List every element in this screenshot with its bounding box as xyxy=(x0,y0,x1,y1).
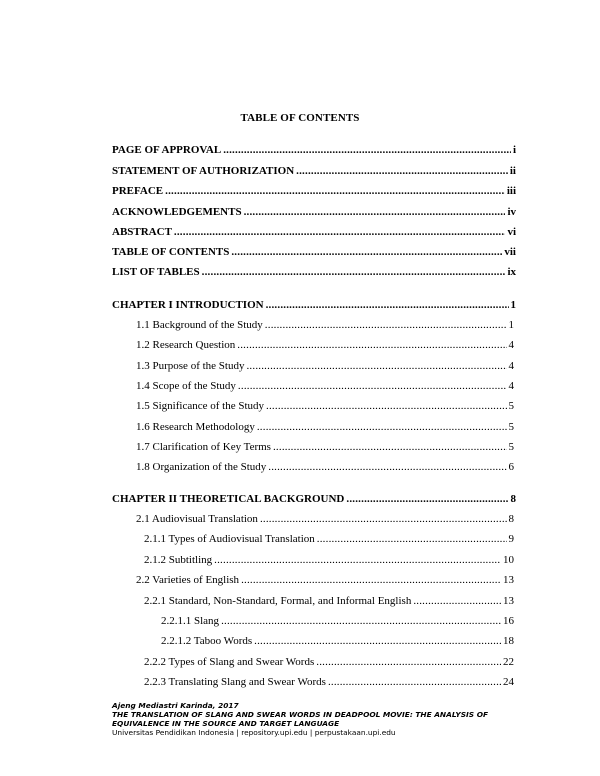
toc-section-page: 13 xyxy=(503,574,514,586)
toc-section-page: 9 xyxy=(508,533,514,545)
toc-section[interactable] xyxy=(136,318,514,332)
toc-entry-tables[interactable] xyxy=(112,265,516,279)
toc-section[interactable] xyxy=(144,655,514,669)
toc-section-label: 1.4 Scope of the Study xyxy=(136,380,236,392)
toc-section-page: 5 xyxy=(508,421,514,433)
toc-section[interactable] xyxy=(136,460,514,474)
toc-section-page: 5 xyxy=(508,400,514,412)
toc-chapter-label: CHAPTER I INTRODUCTION xyxy=(112,299,264,311)
toc-section[interactable] xyxy=(136,573,514,587)
page-footer xyxy=(112,701,488,737)
toc-section-label: 1.1 Background of the Study xyxy=(136,319,263,331)
toc-section-page: 5 xyxy=(508,441,514,453)
toc-section[interactable] xyxy=(144,594,514,608)
toc-section-label: 1.3 Purpose of the Study xyxy=(136,360,245,372)
toc-section[interactable] xyxy=(144,553,514,567)
toc-section-page: 22 xyxy=(503,656,514,668)
footer-thesis-title-1: THE TRANSLATION OF SLANG AND SWEAR WORDS IN DEADPOOL MOVIE: THE ANALYSIS OF xyxy=(112,710,489,719)
toc-entry-page: i xyxy=(512,144,516,156)
toc-section-label: 2.2.2 Types of Slang and Swear Words xyxy=(144,656,315,668)
toc-section[interactable] xyxy=(144,675,514,689)
footer-institution: Universitas Pendidikan Indonesia | repository.upi.edu | perpustakaan.upi.edu xyxy=(112,728,396,737)
toc-section-label: 2.2.1.1 Slang xyxy=(161,615,220,627)
toc-entry-label: ABSTRACT xyxy=(112,226,172,238)
toc-section-label: 1.6 Research Methodology xyxy=(136,421,255,433)
toc-section[interactable] xyxy=(161,614,514,628)
toc-section-page: 10 xyxy=(503,554,514,566)
toc-section-page: 4 xyxy=(508,339,514,351)
toc-section-page: 6 xyxy=(508,461,514,473)
toc-chapter-2[interactable] xyxy=(112,492,516,506)
toc-entry-label: ACKNOWLEDGEMENTS xyxy=(112,206,242,218)
toc-entry-page: ii xyxy=(509,165,516,177)
toc-section-page: 24 xyxy=(503,676,514,688)
toc-chapter-page: 8 xyxy=(510,493,516,505)
toc-section[interactable] xyxy=(136,399,514,413)
toc-section-label: 2.2.1.2 Taboo Words xyxy=(161,635,253,647)
toc-entry-label: STATEMENT OF AUTHORIZATION xyxy=(112,165,295,177)
toc-section-label: 1.5 Significance of the Study xyxy=(136,400,265,412)
toc-entry-authorization[interactable] xyxy=(112,164,516,178)
toc-entry-preface[interactable] xyxy=(112,184,516,198)
toc-entry-label: PREFACE xyxy=(112,185,164,197)
toc-entry-page: iii xyxy=(506,185,516,197)
toc-section[interactable] xyxy=(144,532,514,546)
toc-section-label: 1.8 Organization of the Study xyxy=(136,461,267,473)
toc-chapter-label: CHAPTER II THEORETICAL BACKGROUND xyxy=(112,493,345,505)
toc-entry-acknowledgements[interactable] xyxy=(112,205,516,219)
toc-section-label: 2.1.2 Subtitling xyxy=(144,554,213,566)
toc-entry-page: vi xyxy=(507,226,516,238)
toc-entry-page: ix xyxy=(507,266,516,278)
toc-section-page: 13 xyxy=(503,595,514,607)
page-title: TABLE OF CONTENTS xyxy=(240,112,360,124)
toc-chapter-1[interactable] xyxy=(112,298,516,312)
toc-section-page: 4 xyxy=(508,360,514,372)
toc-section-label: 2.2.3 Translating Slang and Swear Words xyxy=(144,676,326,688)
toc-section-page: 18 xyxy=(503,635,514,647)
toc-entry-page: vii xyxy=(504,246,516,258)
toc-section-page: 4 xyxy=(508,380,514,392)
toc-section[interactable] xyxy=(136,512,514,526)
toc-section-label: 2.1 Audiovisual Translation xyxy=(136,513,258,525)
footer-author: Ajeng Mediastri Karinda, 2017 xyxy=(112,701,239,710)
toc-section[interactable] xyxy=(136,379,514,393)
toc-entry-abstract[interactable] xyxy=(112,225,516,239)
toc-section-label: 2.2 Varieties of English xyxy=(136,574,240,586)
toc-entry-label: PAGE OF APPROVAL xyxy=(112,144,222,156)
toc-section-label: 1.2 Research Question xyxy=(136,339,236,351)
toc-entry-label: TABLE OF CONTENTS xyxy=(112,246,230,258)
toc-section[interactable] xyxy=(136,359,514,373)
toc-entry-contents[interactable] xyxy=(112,245,516,259)
toc-section[interactable] xyxy=(136,420,514,434)
toc-section[interactable] xyxy=(136,440,514,454)
toc-section-page: 16 xyxy=(503,615,514,627)
toc-entry-label: LIST OF TABLES xyxy=(112,266,200,278)
toc-entry-approval[interactable] xyxy=(112,143,516,157)
toc-section-label: 2.2.1 Standard, Non-Standard, Formal, and Informal English xyxy=(144,595,412,607)
footer-thesis-title-2: EQUIVALENCE IN THE SOURCE AND TARGET LANGUAGE xyxy=(112,719,340,728)
toc-chapter-page: 1 xyxy=(510,299,516,311)
toc-entry-page: iv xyxy=(507,206,516,218)
toc-section-label: 2.1.1 Types of Audiovisual Translation xyxy=(144,533,315,545)
toc-section-label: 1.7 Clarification of Key Terms xyxy=(136,441,271,453)
toc-section-page: 8 xyxy=(508,513,514,525)
toc-section-page: 1 xyxy=(508,319,514,331)
toc-section[interactable] xyxy=(161,634,514,648)
toc-section[interactable] xyxy=(136,338,514,352)
